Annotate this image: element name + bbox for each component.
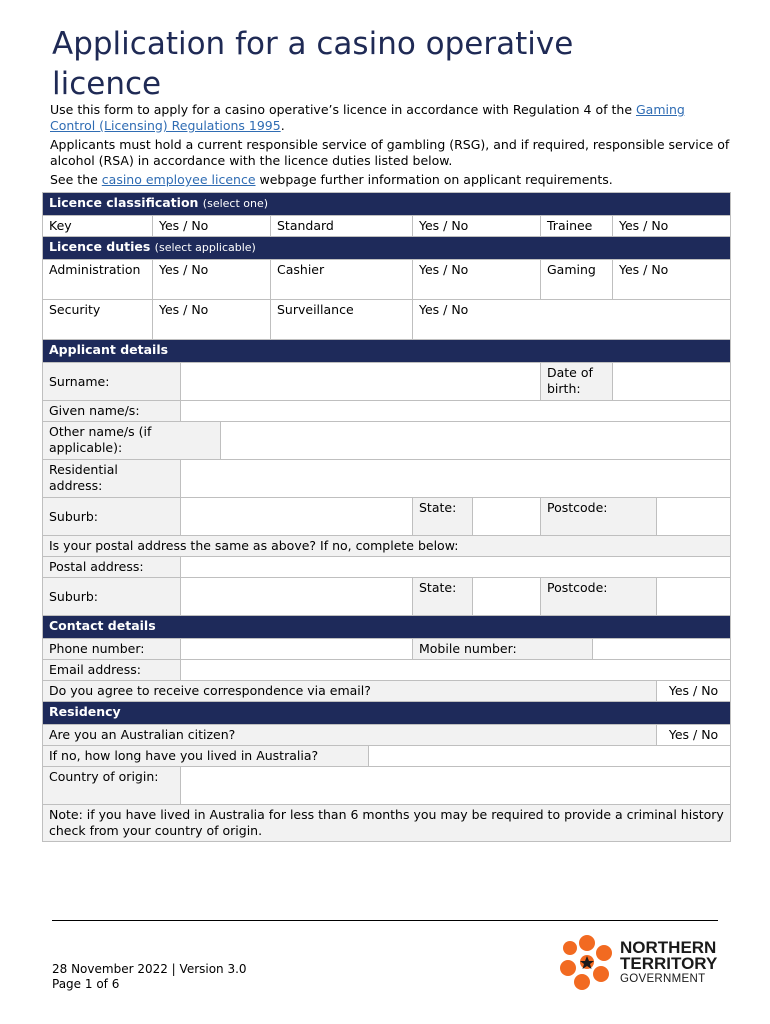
intro-text: . [280,118,285,133]
suburb-row [43,498,731,536]
suburb-field[interactable] [181,498,413,536]
section-title: Contact details [43,616,731,639]
intro-paragraph-3 [50,172,730,188]
nt-government-logo [556,932,726,992]
postal-suburb-row [43,578,731,616]
security-yes-no[interactable]: Yes / No [153,300,271,340]
intro-text: webpage further information on applicant requirements. [255,172,613,187]
postal-postcode-field[interactable] [657,578,731,616]
key-yes-no[interactable]: Yes / No [153,216,271,237]
postal-state-field[interactable] [473,578,541,616]
logo-line-3: GOVERNMENT [620,973,706,985]
postal-question-row [43,536,731,557]
surname-label: Surname: [43,363,181,401]
trainee-yes-no[interactable]: Yes / No [613,216,731,237]
email-label: Email address: [43,660,181,681]
desert-rose-icon [556,932,618,992]
phone-field[interactable] [181,639,413,660]
residential-field[interactable] [181,460,731,498]
email-agree-yes-no[interactable]: Yes / No [657,681,731,702]
intro-paragraph-1 [50,102,730,134]
logo-line-2: TERRITORY [620,954,718,973]
given-name-label: Given name/s: [43,401,181,422]
how-long-row [43,746,731,767]
country-field[interactable] [181,767,731,805]
suburb-label: Suburb: [43,498,181,536]
given-name-field[interactable] [181,401,731,422]
section-header-contact [43,616,731,639]
dob-field[interactable] [613,363,731,401]
administration-label: Administration [43,260,153,300]
note-row [43,805,731,842]
postcode-label: Postcode: [541,498,657,536]
state-field[interactable] [473,498,541,536]
section-header-applicant [43,340,731,363]
given-name-row [43,401,731,422]
section-hint: (select one) [202,197,269,210]
surname-field[interactable] [181,363,541,401]
section-title: Licence duties [49,239,151,254]
postal-postcode-label: Postcode: [541,578,657,616]
postal-address-label: Postal address: [43,557,181,578]
section-title: Licence classification [49,195,199,210]
gaming-label: Gaming [541,260,613,300]
country-row [43,767,731,805]
logo-wordmark [620,940,717,986]
mobile-label: Mobile number: [413,639,593,660]
postal-state-label: State: [413,578,473,616]
section-header-classification [43,193,731,216]
state-label: State: [413,498,473,536]
security-label: Security [43,300,153,340]
section-title: Applicant details [43,340,731,363]
application-form [42,192,731,842]
email-field[interactable] [181,660,731,681]
email-agree-question: Do you agree to receive correspondence via email? [43,681,657,702]
surname-row [43,363,731,401]
phone-row [43,639,731,660]
citizen-yes-no[interactable]: Yes / No [657,725,731,746]
postal-suburb-field[interactable] [181,578,413,616]
citizen-question: Are you an Australian citizen? [43,725,657,746]
surveillance-label: Surveillance [271,300,413,340]
section-header-duties [43,237,731,260]
other-name-row [43,422,731,460]
country-label: Country of origin: [43,767,181,805]
footer [52,962,247,992]
regulations-link[interactable]: Gaming Control (Licensing) Regulations 1995 [50,102,685,133]
key-label: Key [43,216,153,237]
footer-divider [52,920,718,921]
email-agree-row [43,681,731,702]
classification-row [43,216,731,237]
surveillance-yes-no[interactable]: Yes / No [413,300,731,340]
section-title: Residency [43,702,731,725]
phone-label: Phone number: [43,639,181,660]
intro [50,102,730,191]
postcode-field[interactable] [657,498,731,536]
standard-yes-no[interactable]: Yes / No [413,216,541,237]
how-long-label: If no, how long have you lived in Australia? [43,746,369,767]
residential-label: Residential address: [43,460,181,498]
other-name-field[interactable] [221,422,731,460]
gaming-yes-no[interactable]: Yes / No [613,260,731,300]
how-long-field[interactable] [369,746,731,767]
citizen-row [43,725,731,746]
standard-label: Standard [271,216,413,237]
footer-date-version: 28 November 2022 | Version 3.0 [52,962,247,976]
casino-employee-licence-link[interactable]: casino employee licence [101,172,256,187]
section-hint: (select applicable) [154,241,256,254]
duties-row-2 [43,300,731,340]
cashier-yes-no[interactable]: Yes / No [413,260,541,300]
postal-address-row [43,557,731,578]
intro-text: See the [50,172,102,187]
section-header-residency [43,702,731,725]
mobile-field[interactable] [593,639,731,660]
postal-address-field[interactable] [181,557,731,578]
intro-text: Use this form to apply for a casino operative’s licence in accordance with Regulation 4 of the [50,102,636,117]
logo-line-1: NORTHERN [620,938,717,957]
duties-row-1 [43,260,731,300]
postal-suburb-label: Suburb: [43,578,181,616]
other-name-label: Other name/s (if applicable): [43,422,221,460]
cashier-label: Cashier [271,260,413,300]
footer-page-number: Page 1 of 6 [52,977,120,991]
residency-note: Note: if you have lived in Australia for less than 6 months you may be required to provide a criminal history check from your country of origin. [43,805,731,842]
residential-row [43,460,731,498]
trainee-label: Trainee [541,216,613,237]
dob-label: Date of birth: [541,363,613,401]
page-title: Application for a casino operative licence [52,26,574,102]
email-row [43,660,731,681]
intro-paragraph-2: Applicants must hold a current responsible service of gambling (RSG), and if required, responsible service of alcohol (RSA) in accordance with the licence duties listed below. [50,137,730,168]
administration-yes-no[interactable]: Yes / No [153,260,271,300]
postal-question: Is your postal address the same as above? If no, complete below: [43,536,731,557]
